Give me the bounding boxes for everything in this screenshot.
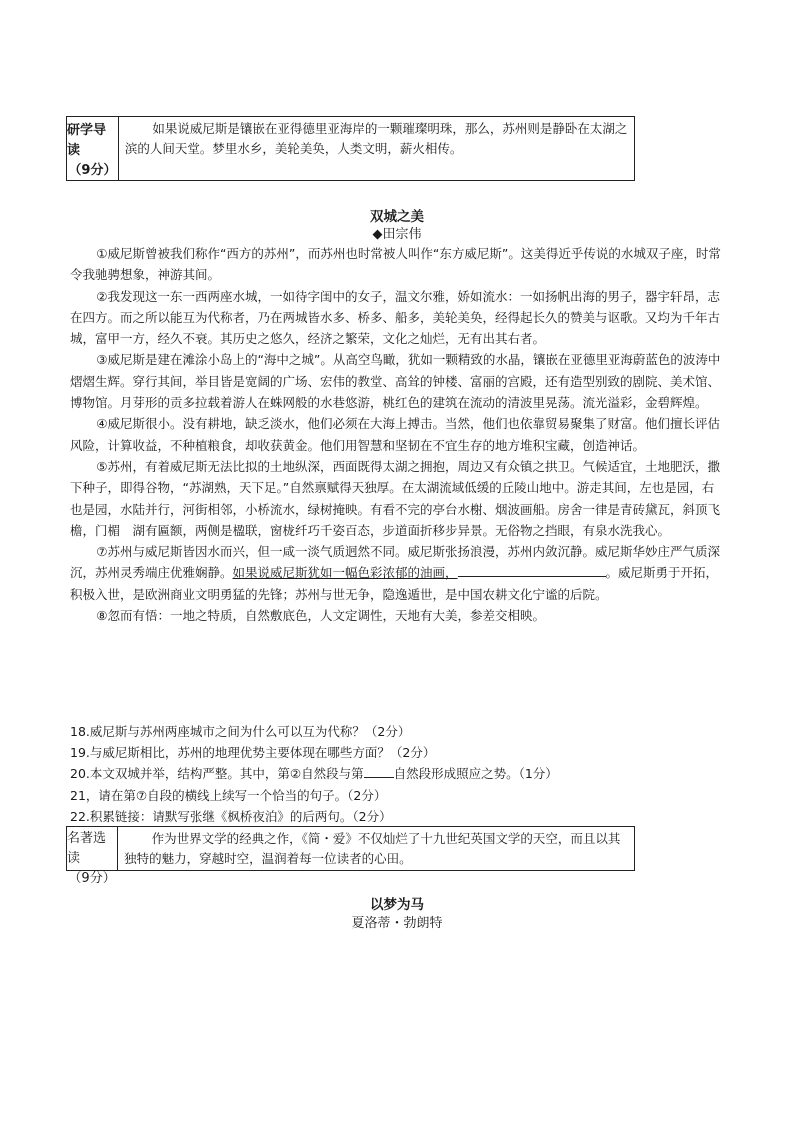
question-list (70, 721, 730, 827)
paragraph-8: ⑧忽而有悟：一地之特质，自然敷底色，人文定调性，天地有大美，参差交相映。 (96, 608, 545, 624)
classics-text: 作为世界文学的经典之作，《简・爱》不仅灿烂了十九世纪英国文学的天空，而且以其独特的魅力，穿越时空，温润着每一位读者的心田。 (124, 831, 621, 866)
question-21: 21，请在第⑦自段的横线上续写一个恰当的句子。（2分） (70, 787, 387, 803)
paragraph-3: ③威尼斯是建在滩涂小岛上的“海中之城”。从高空鸟瞰，犹如一颗精致的水晶，镶嵌在亚德里亚海蔚蓝色的波涛中熠熠生辉。穿行其间，举目皆是宽阔的广场、宏伟的教堂、高耸的钟楼、富丽的宫殿，还有造型别致的剧院、美术馆、博物馆。月芽形的贡多拉载着游人在蛛网般的水巷悠游，桃红色的建筑在流动的清波里晃荡。流光溢彩，金碧辉煌。 (70, 352, 721, 411)
paragraph-7 (70, 541, 722, 605)
guide-label-line1: 研学导读 (67, 123, 107, 158)
paragraph-7-underlined: 如果说威尼斯犹如一幅色彩浓郁的油画， (232, 565, 458, 581)
next-article-author: 夏洛蒂・勃朗特 (351, 916, 443, 931)
article-title: 双城之美 (370, 209, 424, 225)
classics-label-line1: 名著选读 (67, 831, 107, 866)
classics-label (67, 827, 118, 886)
guide-box (66, 116, 635, 181)
paragraph-1: ①威尼斯曾被我们称作“西方的苏州”，而苏州也时常被人叫作“东方威尼斯”。这美得近乎传说的水城双子座，时常令我驰骋想象，神游其间。 (70, 246, 721, 283)
paragraph-4: ④威尼斯很小。没有耕地，缺乏淡水，他们必须在大海上搏击。当然，他们也依靠贸易聚集了财富。他们擅长评估风险，计算收益，不种植粮食，却收获黄金。他们用智慧和坚韧在不宜生存的地方堆积宝藏，创造神话。 (70, 416, 720, 453)
paragraph-7-end: 。威尼斯勇于开拓，积极入世，是欧洲商业文明勇猛的先锋；苏州与世无争，隐逸遁世，是中国农耕文化宁谧的后院。 (70, 565, 719, 602)
article-author: ◆田宗伟 (372, 227, 422, 242)
classics-label-line2: （9分） (68, 871, 116, 886)
paragraph-7-start: ⑦苏州与威尼斯皆因水而兴，但一咸一淡气质迥然不同。威尼斯张扬浪漫，苏州内敛沉静。威尼斯华妙庄严气质深沉，苏州灵秀端庄优雅娴静。 (70, 544, 720, 581)
question-20-start: 20.本文双城并举，结构严整。其中，第②自然段与第 (70, 766, 364, 782)
paragraph-5: ⑤苏州，有着威尼斯无法比拟的土地纵深，西面既得太湖之拥抱，周边又有众镇之拱卫。气候适宜，土地肥沃，撒下种子，即得谷物，“苏湖熟，天下足。”自然禀赋得天独厚。在太湖流域低缓的丘陵山地中。游走其间，左也是园，右也是园，水陆并行，河街相邻，小桥流水，绿树掩映。有看不完的亭台水榭、烟波画船。房舍一律是青砖黛瓦，斜顶飞檐，门楣 湖有匾额，两侧是楹联，窗栊纤巧千姿百态，步道面折移步异景。无俗物之挡眼，有泉水洗我心。 (70, 458, 721, 538)
question-18: 18.威尼斯与苏州两座城市之间为什么可以互为代称？（2分） (70, 724, 411, 739)
question-20-end: 自然段形成照应之势。（1分） (393, 766, 558, 782)
next-article-title: 以梦为马 (370, 897, 424, 913)
question-19: 19.与威尼斯相比，苏州的地理优势主要体现在哪些方面？（2分） (70, 745, 436, 761)
guide-label-line2: （9分） (68, 163, 117, 178)
answer-blank-q21[interactable] (458, 562, 606, 577)
question-20 (70, 763, 730, 784)
article-body (70, 243, 722, 626)
question-22: 22.积累链接：请默写张继《枫桥夜泊》的后两句。（2分） (70, 808, 392, 824)
guide-label (67, 117, 119, 180)
paragraph-2: ②我发现这一东一西两座水城，一如待字闺中的女子，温文尔雅，娇如流水：一如扬帆出海的男子，器宇轩昂，志在四方。而之所以能互为代称者，乃在两城皆水多、桥多、船多，美轮美奂，经得起长久的赞美与讴歌。又均为千年古城，富甲一方，经久不衰。其历史之悠久，经济之繁荣，文化之灿烂，无有出其右者。 (70, 288, 721, 347)
classics-box (66, 826, 635, 886)
answer-blank-q20[interactable] (364, 764, 394, 778)
guide-text: 如果说威尼斯是镶嵌在亚得德里亚海岸的一颗璀璨明珠，那么，苏州则是静卧在太湖之滨的人间天堂。梦里水乡，美轮美奂，人类文明，薪火相传。 (124, 121, 628, 156)
